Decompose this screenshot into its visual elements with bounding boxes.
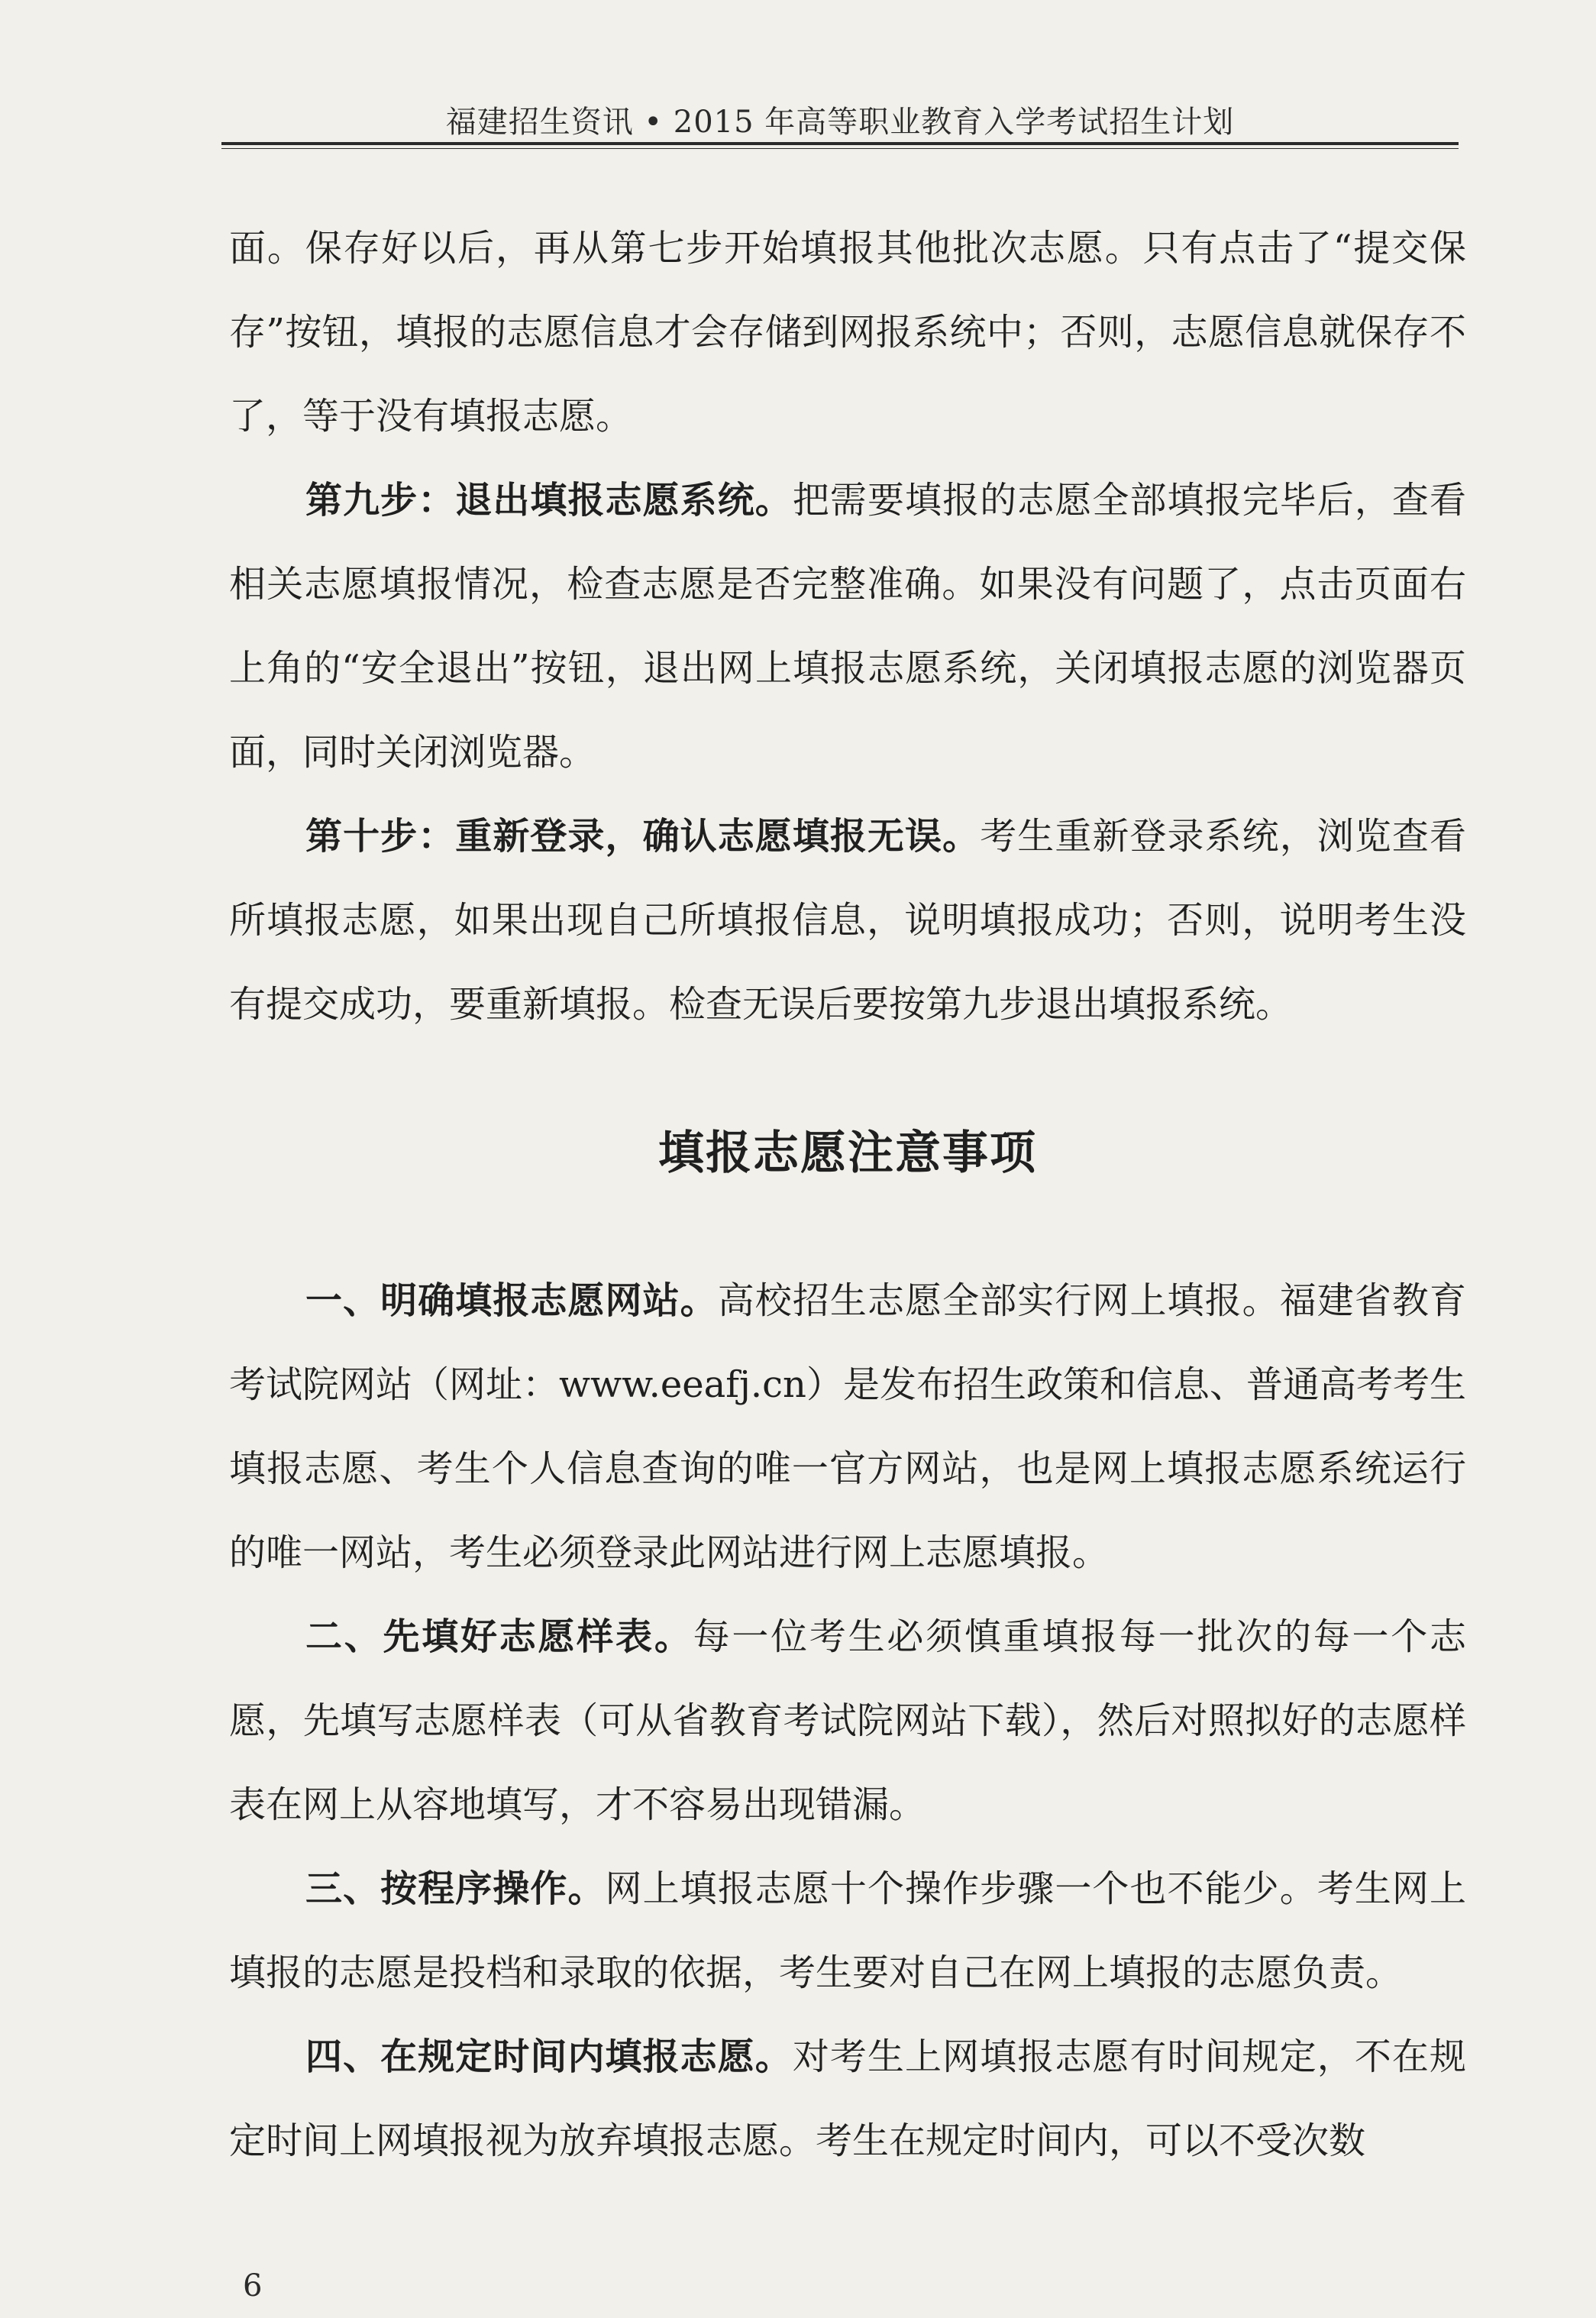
note-heading: 四、在规定时间内填报志愿。 <box>305 2035 793 2078</box>
step-ten-text: 考生重新登录系统，浏览查看所填报志愿，如果出现自己所填报信息，说明填报成功；否则，说明考生没有提交成功，要重新填报。检查无误后要按第九步退出填报系统。 <box>229 815 1466 1026</box>
notes-list <box>229 1259 1466 2183</box>
paragraph-step-ten <box>229 794 1466 1046</box>
header-rule-thick <box>221 142 1459 145</box>
note-item <box>229 1595 1466 1847</box>
note-text: 网上填报志愿十个操作步骤一个也不能少。考生网上填报的志愿是投档和录取的依据，考生要对自己在网上填报的志愿负责。 <box>229 1867 1466 1994</box>
note-heading: 三、按程序操作。 <box>305 1867 606 1910</box>
note-text: 高校招生志愿全部实行网上填报。福建省教育考试院网站（网址：www.eeafj.cn）是发布招生政策和信息、普通高考考生填报志愿、考生个人信息查询的唯一官方网站，也是网上填报志愿系统运行的唯一网站，考生必须登录此网站进行网上志愿填报。 <box>229 1279 1466 1574</box>
steps-continuation <box>229 206 1466 1046</box>
paragraph-step-nine <box>229 458 1466 794</box>
header-rule-thin <box>221 148 1459 149</box>
page-number: 6 <box>243 2268 263 2303</box>
section-title: 填报志愿注意事项 <box>658 1127 1037 1180</box>
note-heading: 二、先填好志愿样表。 <box>305 1615 693 1658</box>
note-item <box>229 1259 1466 1595</box>
step-ten-heading: 第十步：重新登录，确认志愿填报无误。 <box>305 815 981 858</box>
step-nine-text: 把需要填报的志愿全部填报完毕后，查看相关志愿填报情况，检查志愿是否完整准确。如果没有问题了，点击页面右上角的“安全退出”按钮，退出网上填报志愿系统，关闭填报志愿的浏览器页面，同时关闭浏览器。 <box>229 479 1466 774</box>
paragraph-save: 面。保存好以后，再从第七步开始填报其他批次志愿。只有点击了“提交保存”按钮，填报的志愿信息才会存储到网报系统中；否则，志愿信息就保存不了，等于没有填报志愿。 <box>229 227 1466 438</box>
step-nine-heading: 第九步：退出填报志愿系统。 <box>305 479 793 522</box>
note-text: 每一位考生必须慎重填报每一批次的每一个志愿，先填写志愿样表（可从省教育考试院网站下载），然后对照拟好的志愿样表在网上从容地填写，才不容易出现错漏。 <box>229 1615 1466 1826</box>
note-item <box>229 1847 1466 2015</box>
note-item <box>229 2015 1466 2183</box>
running-header: 福建招生资讯 • 2015 年高等职业教育入学考试招生计划 <box>445 105 1235 140</box>
note-heading: 一、明确填报志愿网站。 <box>305 1279 718 1322</box>
note-text: 对考生上网填报志愿有时间规定，不在规定时间上网填报视为放弃填报志愿。考生在规定时间内，可以不受次数 <box>229 2035 1466 2162</box>
